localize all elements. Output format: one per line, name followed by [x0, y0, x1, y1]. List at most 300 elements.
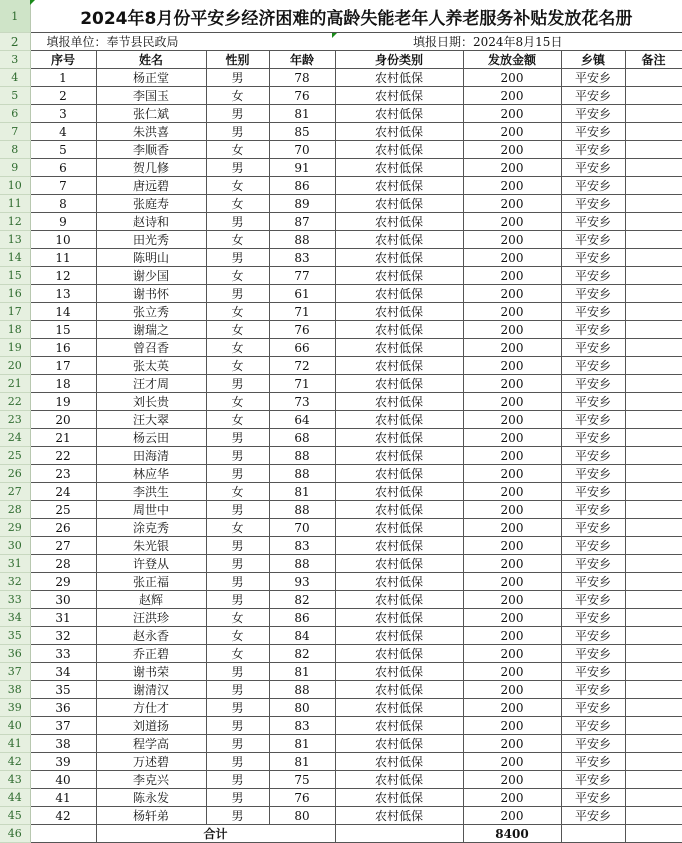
row-header[interactable]: 26: [0, 465, 30, 483]
remarks-cell[interactable]: [625, 429, 682, 447]
age-cell[interactable]: 91: [269, 159, 335, 177]
remarks-cell[interactable]: [625, 69, 682, 87]
name-cell[interactable]: 李克兴: [96, 771, 206, 789]
age-cell[interactable]: 64: [269, 411, 335, 429]
remarks-cell[interactable]: [625, 771, 682, 789]
category-cell[interactable]: 农村低保: [335, 699, 463, 717]
total-category-cell[interactable]: [335, 825, 463, 843]
category-cell[interactable]: 农村低保: [335, 717, 463, 735]
name-cell[interactable]: 李国玉: [96, 87, 206, 105]
name-cell[interactable]: 田海清: [96, 447, 206, 465]
name-cell[interactable]: 张庭寿: [96, 195, 206, 213]
amount-cell[interactable]: 200: [463, 321, 561, 339]
row-header[interactable]: 31: [0, 555, 30, 573]
row-header[interactable]: 6: [0, 105, 30, 123]
remarks-cell[interactable]: [625, 105, 682, 123]
remarks-cell[interactable]: [625, 519, 682, 537]
amount-cell[interactable]: 200: [463, 609, 561, 627]
gender-cell[interactable]: 男: [206, 213, 269, 231]
age-cell[interactable]: 78: [269, 69, 335, 87]
age-cell[interactable]: 77: [269, 267, 335, 285]
gender-cell[interactable]: 男: [206, 285, 269, 303]
gender-cell[interactable]: 男: [206, 501, 269, 519]
amount-cell[interactable]: 200: [463, 303, 561, 321]
seq-cell[interactable]: 27: [30, 537, 96, 555]
category-cell[interactable]: 农村低保: [335, 465, 463, 483]
row-header[interactable]: 23: [0, 411, 30, 429]
name-cell[interactable]: 田光秀: [96, 231, 206, 249]
remarks-cell[interactable]: [625, 591, 682, 609]
amount-cell[interactable]: 200: [463, 87, 561, 105]
gender-cell[interactable]: 男: [206, 249, 269, 267]
remarks-cell[interactable]: [625, 267, 682, 285]
remarks-cell[interactable]: [625, 807, 682, 825]
age-cell[interactable]: 76: [269, 321, 335, 339]
gender-cell[interactable]: 女: [206, 357, 269, 375]
row-header[interactable]: 34: [0, 609, 30, 627]
age-cell[interactable]: 61: [269, 285, 335, 303]
seq-cell[interactable]: 25: [30, 501, 96, 519]
amount-cell[interactable]: 200: [463, 735, 561, 753]
age-cell[interactable]: 89: [269, 195, 335, 213]
name-cell[interactable]: 曾召香: [96, 339, 206, 357]
seq-cell[interactable]: 15: [30, 321, 96, 339]
township-cell[interactable]: 平安乡: [561, 213, 625, 231]
remarks-cell[interactable]: [625, 555, 682, 573]
seq-cell[interactable]: 33: [30, 645, 96, 663]
age-cell[interactable]: 88: [269, 555, 335, 573]
age-cell[interactable]: 93: [269, 573, 335, 591]
name-cell[interactable]: 李洪生: [96, 483, 206, 501]
remarks-cell[interactable]: [625, 465, 682, 483]
amount-cell[interactable]: 200: [463, 447, 561, 465]
seq-cell[interactable]: 41: [30, 789, 96, 807]
gender-cell[interactable]: 女: [206, 321, 269, 339]
row-header[interactable]: 32: [0, 573, 30, 591]
amount-cell[interactable]: 200: [463, 375, 561, 393]
amount-cell[interactable]: 200: [463, 465, 561, 483]
seq-cell[interactable]: 36: [30, 699, 96, 717]
amount-cell[interactable]: 200: [463, 249, 561, 267]
name-cell[interactable]: 赵诗和: [96, 213, 206, 231]
gender-cell[interactable]: 男: [206, 789, 269, 807]
township-cell[interactable]: 平安乡: [561, 447, 625, 465]
category-cell[interactable]: 农村低保: [335, 141, 463, 159]
township-cell[interactable]: 平安乡: [561, 627, 625, 645]
seq-cell[interactable]: 2: [30, 87, 96, 105]
amount-cell[interactable]: 200: [463, 483, 561, 501]
category-cell[interactable]: 农村低保: [335, 753, 463, 771]
township-cell[interactable]: 平安乡: [561, 555, 625, 573]
township-cell[interactable]: 平安乡: [561, 807, 625, 825]
gender-cell[interactable]: 女: [206, 231, 269, 249]
amount-cell[interactable]: 200: [463, 789, 561, 807]
category-cell[interactable]: 农村低保: [335, 393, 463, 411]
age-cell[interactable]: 81: [269, 735, 335, 753]
age-cell[interactable]: 70: [269, 141, 335, 159]
township-cell[interactable]: 平安乡: [561, 375, 625, 393]
name-cell[interactable]: 万述碧: [96, 753, 206, 771]
township-cell[interactable]: 平安乡: [561, 321, 625, 339]
row-header[interactable]: 12: [0, 213, 30, 231]
age-cell[interactable]: 84: [269, 627, 335, 645]
category-cell[interactable]: 农村低保: [335, 537, 463, 555]
category-cell[interactable]: 农村低保: [335, 609, 463, 627]
amount-cell[interactable]: 200: [463, 177, 561, 195]
amount-cell[interactable]: 200: [463, 555, 561, 573]
amount-cell[interactable]: 200: [463, 537, 561, 555]
remarks-cell[interactable]: [625, 249, 682, 267]
amount-cell[interactable]: 200: [463, 123, 561, 141]
seq-cell[interactable]: 42: [30, 807, 96, 825]
row-header[interactable]: 13: [0, 231, 30, 249]
age-cell[interactable]: 88: [269, 501, 335, 519]
name-cell[interactable]: 朱洪喜: [96, 123, 206, 141]
sheet-title[interactable]: 2024年8月份平安乡经济困难的高龄失能老年人养老服务补贴发放花名册: [30, 0, 682, 33]
seq-cell[interactable]: 31: [30, 609, 96, 627]
age-cell[interactable]: 83: [269, 717, 335, 735]
row-header[interactable]: 30: [0, 537, 30, 555]
age-cell[interactable]: 88: [269, 447, 335, 465]
row-header[interactable]: 3: [0, 51, 30, 69]
category-cell[interactable]: 农村低保: [335, 123, 463, 141]
amount-cell[interactable]: 200: [463, 645, 561, 663]
name-cell[interactable]: 张仁斌: [96, 105, 206, 123]
name-cell[interactable]: 杨云田: [96, 429, 206, 447]
township-cell[interactable]: 平安乡: [561, 411, 625, 429]
row-header[interactable]: 10: [0, 177, 30, 195]
gender-cell[interactable]: 女: [206, 645, 269, 663]
gender-cell[interactable]: 男: [206, 465, 269, 483]
amount-cell[interactable]: 200: [463, 285, 561, 303]
township-cell[interactable]: 平安乡: [561, 717, 625, 735]
age-cell[interactable]: 82: [269, 591, 335, 609]
category-cell[interactable]: 农村低保: [335, 321, 463, 339]
remarks-cell[interactable]: [625, 411, 682, 429]
remarks-cell[interactable]: [625, 627, 682, 645]
township-cell[interactable]: 平安乡: [561, 231, 625, 249]
column-header-age[interactable]: 年龄: [269, 51, 335, 69]
age-cell[interactable]: 81: [269, 753, 335, 771]
row-header[interactable]: 18: [0, 321, 30, 339]
seq-cell[interactable]: 7: [30, 177, 96, 195]
date-label[interactable]: 填报日期：2024年8月15日: [413, 35, 563, 49]
amount-cell[interactable]: 200: [463, 69, 561, 87]
seq-cell[interactable]: 11: [30, 249, 96, 267]
amount-cell[interactable]: 200: [463, 753, 561, 771]
age-cell[interactable]: 66: [269, 339, 335, 357]
category-cell[interactable]: 农村低保: [335, 69, 463, 87]
remarks-cell[interactable]: [625, 141, 682, 159]
row-header[interactable]: 15: [0, 267, 30, 285]
gender-cell[interactable]: 女: [206, 519, 269, 537]
category-cell[interactable]: 农村低保: [335, 231, 463, 249]
gender-cell[interactable]: 男: [206, 717, 269, 735]
gender-cell[interactable]: 男: [206, 159, 269, 177]
remarks-cell[interactable]: [625, 357, 682, 375]
name-cell[interactable]: 陈明山: [96, 249, 206, 267]
name-cell[interactable]: 程学高: [96, 735, 206, 753]
row-header[interactable]: 37: [0, 663, 30, 681]
remarks-cell[interactable]: [625, 483, 682, 501]
seq-cell[interactable]: 39: [30, 753, 96, 771]
gender-cell[interactable]: 男: [206, 447, 269, 465]
category-cell[interactable]: 农村低保: [335, 573, 463, 591]
gender-cell[interactable]: 男: [206, 375, 269, 393]
township-cell[interactable]: 平安乡: [561, 105, 625, 123]
township-cell[interactable]: 平安乡: [561, 465, 625, 483]
category-cell[interactable]: 农村低保: [335, 789, 463, 807]
township-cell[interactable]: 平安乡: [561, 429, 625, 447]
age-cell[interactable]: 68: [269, 429, 335, 447]
remarks-cell[interactable]: [625, 339, 682, 357]
remarks-cell[interactable]: [625, 447, 682, 465]
age-cell[interactable]: 71: [269, 303, 335, 321]
age-cell[interactable]: 73: [269, 393, 335, 411]
remarks-cell[interactable]: [625, 177, 682, 195]
age-cell[interactable]: 72: [269, 357, 335, 375]
seq-cell[interactable]: 24: [30, 483, 96, 501]
name-cell[interactable]: 方仕才: [96, 699, 206, 717]
category-cell[interactable]: 农村低保: [335, 213, 463, 231]
remarks-cell[interactable]: [625, 159, 682, 177]
township-cell[interactable]: 平安乡: [561, 699, 625, 717]
gender-cell[interactable]: 女: [206, 303, 269, 321]
amount-cell[interactable]: 200: [463, 501, 561, 519]
gender-cell[interactable]: 男: [206, 591, 269, 609]
gender-cell[interactable]: 女: [206, 267, 269, 285]
age-cell[interactable]: 88: [269, 231, 335, 249]
remarks-cell[interactable]: [625, 321, 682, 339]
row-header[interactable]: 33: [0, 591, 30, 609]
township-cell[interactable]: 平安乡: [561, 303, 625, 321]
township-cell[interactable]: 平安乡: [561, 249, 625, 267]
category-cell[interactable]: 农村低保: [335, 519, 463, 537]
amount-cell[interactable]: 200: [463, 627, 561, 645]
age-cell[interactable]: 76: [269, 789, 335, 807]
seq-cell[interactable]: 20: [30, 411, 96, 429]
township-cell[interactable]: 平安乡: [561, 663, 625, 681]
remarks-cell[interactable]: [625, 681, 682, 699]
age-cell[interactable]: 81: [269, 483, 335, 501]
row-header[interactable]: 4: [0, 69, 30, 87]
row-header[interactable]: 5: [0, 87, 30, 105]
age-cell[interactable]: 88: [269, 681, 335, 699]
name-cell[interactable]: 林应华: [96, 465, 206, 483]
row-header[interactable]: 14: [0, 249, 30, 267]
seq-cell[interactable]: 40: [30, 771, 96, 789]
township-cell[interactable]: 平安乡: [561, 519, 625, 537]
amount-cell[interactable]: 200: [463, 267, 561, 285]
gender-cell[interactable]: 女: [206, 609, 269, 627]
category-cell[interactable]: 农村低保: [335, 447, 463, 465]
seq-cell[interactable]: 1: [30, 69, 96, 87]
remarks-cell[interactable]: [625, 789, 682, 807]
remarks-cell[interactable]: [625, 393, 682, 411]
age-cell[interactable]: 80: [269, 699, 335, 717]
row-header[interactable]: 20: [0, 357, 30, 375]
name-cell[interactable]: 杨轩弟: [96, 807, 206, 825]
name-cell[interactable]: 刘长贵: [96, 393, 206, 411]
age-cell[interactable]: 85: [269, 123, 335, 141]
gender-cell[interactable]: 女: [206, 393, 269, 411]
amount-cell[interactable]: 200: [463, 519, 561, 537]
remarks-cell[interactable]: [625, 501, 682, 519]
name-cell[interactable]: 涂克秀: [96, 519, 206, 537]
gender-cell[interactable]: 男: [206, 807, 269, 825]
name-cell[interactable]: 张太英: [96, 357, 206, 375]
age-cell[interactable]: 76: [269, 87, 335, 105]
amount-cell[interactable]: 200: [463, 699, 561, 717]
seq-cell[interactable]: 9: [30, 213, 96, 231]
amount-cell[interactable]: 200: [463, 717, 561, 735]
name-cell[interactable]: 赵永香: [96, 627, 206, 645]
township-cell[interactable]: 平安乡: [561, 177, 625, 195]
amount-cell[interactable]: 200: [463, 771, 561, 789]
township-cell[interactable]: 平安乡: [561, 501, 625, 519]
name-cell[interactable]: 乔正碧: [96, 645, 206, 663]
township-cell[interactable]: 平安乡: [561, 681, 625, 699]
gender-cell[interactable]: 男: [206, 105, 269, 123]
seq-cell[interactable]: 23: [30, 465, 96, 483]
category-cell[interactable]: 农村低保: [335, 591, 463, 609]
remarks-cell[interactable]: [625, 231, 682, 249]
gender-cell[interactable]: 女: [206, 141, 269, 159]
category-cell[interactable]: 农村低保: [335, 771, 463, 789]
row-header[interactable]: 39: [0, 699, 30, 717]
amount-cell[interactable]: 200: [463, 159, 561, 177]
gender-cell[interactable]: 男: [206, 699, 269, 717]
gender-cell[interactable]: 男: [206, 753, 269, 771]
seq-cell[interactable]: 10: [30, 231, 96, 249]
remarks-cell[interactable]: [625, 753, 682, 771]
name-cell[interactable]: 许登从: [96, 555, 206, 573]
category-cell[interactable]: 农村低保: [335, 357, 463, 375]
age-cell[interactable]: 83: [269, 249, 335, 267]
name-cell[interactable]: 周世中: [96, 501, 206, 519]
category-cell[interactable]: 农村低保: [335, 501, 463, 519]
amount-cell[interactable]: 200: [463, 213, 561, 231]
amount-cell[interactable]: 200: [463, 411, 561, 429]
name-cell[interactable]: 张立秀: [96, 303, 206, 321]
category-cell[interactable]: 农村低保: [335, 105, 463, 123]
gender-cell[interactable]: 男: [206, 69, 269, 87]
gender-cell[interactable]: 男: [206, 771, 269, 789]
column-header-amount[interactable]: 发放金额: [463, 51, 561, 69]
unit-label[interactable]: 填报单位：奉节县民政局: [46, 35, 179, 49]
amount-cell[interactable]: 200: [463, 429, 561, 447]
amount-cell[interactable]: 200: [463, 105, 561, 123]
gender-cell[interactable]: 女: [206, 483, 269, 501]
name-cell[interactable]: 谢书荣: [96, 663, 206, 681]
age-cell[interactable]: 81: [269, 105, 335, 123]
amount-cell[interactable]: 200: [463, 591, 561, 609]
category-cell[interactable]: 农村低保: [335, 303, 463, 321]
age-cell[interactable]: 88: [269, 465, 335, 483]
gender-cell[interactable]: 女: [206, 87, 269, 105]
gender-cell[interactable]: 男: [206, 735, 269, 753]
township-cell[interactable]: 平安乡: [561, 123, 625, 141]
row-header[interactable]: 46: [0, 825, 30, 843]
township-cell[interactable]: 平安乡: [561, 573, 625, 591]
row-header[interactable]: 22: [0, 393, 30, 411]
seq-cell[interactable]: 18: [30, 375, 96, 393]
seq-cell[interactable]: 13: [30, 285, 96, 303]
row-header[interactable]: 25: [0, 447, 30, 465]
seq-cell[interactable]: 14: [30, 303, 96, 321]
category-cell[interactable]: 农村低保: [335, 663, 463, 681]
gender-cell[interactable]: 女: [206, 339, 269, 357]
name-cell[interactable]: 贺几修: [96, 159, 206, 177]
amount-cell[interactable]: 200: [463, 573, 561, 591]
seq-cell[interactable]: 38: [30, 735, 96, 753]
category-cell[interactable]: 农村低保: [335, 807, 463, 825]
name-cell[interactable]: 赵辉: [96, 591, 206, 609]
seq-cell[interactable]: 8: [30, 195, 96, 213]
amount-cell[interactable]: 200: [463, 141, 561, 159]
age-cell[interactable]: 81: [269, 663, 335, 681]
row-header[interactable]: 38: [0, 681, 30, 699]
name-cell[interactable]: 谢清汉: [96, 681, 206, 699]
name-cell[interactable]: 李顺香: [96, 141, 206, 159]
row-header[interactable]: 42: [0, 753, 30, 771]
row-header[interactable]: 21: [0, 375, 30, 393]
township-cell[interactable]: 平安乡: [561, 771, 625, 789]
amount-cell[interactable]: 200: [463, 663, 561, 681]
row-header[interactable]: 36: [0, 645, 30, 663]
amount-cell[interactable]: 200: [463, 357, 561, 375]
gender-cell[interactable]: 男: [206, 429, 269, 447]
name-cell[interactable]: 唐远碧: [96, 177, 206, 195]
age-cell[interactable]: 87: [269, 213, 335, 231]
row-header[interactable]: 43: [0, 771, 30, 789]
column-header-gender[interactable]: 性别: [206, 51, 269, 69]
township-cell[interactable]: 平安乡: [561, 159, 625, 177]
category-cell[interactable]: 农村低保: [335, 267, 463, 285]
row-header[interactable]: 28: [0, 501, 30, 519]
row-header[interactable]: 9: [0, 159, 30, 177]
seq-cell[interactable]: 17: [30, 357, 96, 375]
row-header[interactable]: 2: [0, 33, 30, 51]
row-header[interactable]: 29: [0, 519, 30, 537]
remarks-cell[interactable]: [625, 699, 682, 717]
township-cell[interactable]: 平安乡: [561, 591, 625, 609]
row-header[interactable]: 17: [0, 303, 30, 321]
remarks-cell[interactable]: [625, 717, 682, 735]
gender-cell[interactable]: 女: [206, 627, 269, 645]
amount-cell[interactable]: 200: [463, 231, 561, 249]
category-cell[interactable]: 农村低保: [335, 627, 463, 645]
category-cell[interactable]: 农村低保: [335, 285, 463, 303]
township-cell[interactable]: 平安乡: [561, 609, 625, 627]
row-header[interactable]: 11: [0, 195, 30, 213]
category-cell[interactable]: 农村低保: [335, 195, 463, 213]
seq-cell[interactable]: 28: [30, 555, 96, 573]
row-header[interactable]: 7: [0, 123, 30, 141]
name-cell[interactable]: 汪洪珍: [96, 609, 206, 627]
township-cell[interactable]: 平安乡: [561, 753, 625, 771]
remarks-cell[interactable]: [625, 645, 682, 663]
total-label[interactable]: 合计: [96, 825, 335, 843]
amount-cell[interactable]: 200: [463, 393, 561, 411]
category-cell[interactable]: 农村低保: [335, 735, 463, 753]
township-cell[interactable]: 平安乡: [561, 339, 625, 357]
name-cell[interactable]: 刘道扬: [96, 717, 206, 735]
remarks-cell[interactable]: [625, 123, 682, 141]
seq-cell[interactable]: 34: [30, 663, 96, 681]
gender-cell[interactable]: 男: [206, 663, 269, 681]
seq-cell[interactable]: 26: [30, 519, 96, 537]
